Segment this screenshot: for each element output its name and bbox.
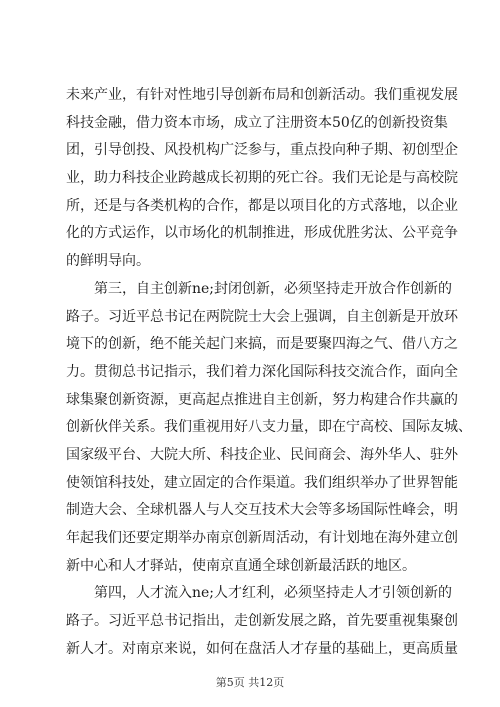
text-line: 所，还是与各类机构的合作，都是以项目化的方式落地，以企业 <box>66 197 458 214</box>
text-line: 力。贯彻总书记指示，我们着力深化国际科技交流合作，面向全 <box>66 363 458 380</box>
text-line: 使领馆科技处，建立固定的合作渠道。我们组织举办了世界智能 <box>66 474 458 491</box>
text-line: 制造大会、全球机器人与人交互技术大会等多场国际性峰会，明 <box>66 502 458 519</box>
text-line: 团，引导创投、风投机构广泛参与，重点投向种子期、初创型企 <box>66 142 458 159</box>
body-text <box>66 84 472 665</box>
text-line: 路子。习近平总书记在两院院士大会上强调，自主创新是开放环 <box>66 308 458 325</box>
text-line: 化的方式运作，以市场化的机制推进，形成优胜劣汰、公平竞争 <box>66 225 458 242</box>
text-line: 的鲜明导向。 <box>66 253 150 270</box>
page-number-footer: 第5页 共12页 <box>215 676 285 689</box>
text-line: 新人才。对南京来说，如何在盘活人才存量的基础上，更高质量 <box>66 640 458 657</box>
text-line: 球集聚创新资源，更高起点推进自主创新，努力构建合作共赢的 <box>66 391 458 408</box>
text-line: 路子。习近平总书记指出，走创新发展之路，首先要重视集聚创 <box>66 613 458 630</box>
text-line: 未来产业，有针对性地引导创新布局和创新活动。我们重视发展 <box>66 87 458 103</box>
text-line: 年起我们还要定期举办南京创新周活动，有计划地在海外建立创 <box>66 530 458 546</box>
text-line: 科技金融，借力资本市场，成立了注册资本50亿的创新投资集 <box>66 114 448 131</box>
text-line: 创新伙伴关系。我们重视用好八支力量，即在宁高校、国际友城、 <box>66 419 472 436</box>
paragraph-start-line: 第四，人才流入ne;人才红利，必须坚持走人才引领创新的 <box>94 585 453 602</box>
text-line: 境下的创新，绝不能关起门来搞，而是要聚四海之气、借八方之 <box>66 336 458 353</box>
text-line: 业，助力科技企业跨越成长初期的死亡谷。我们无论是与高校院 <box>66 170 458 187</box>
paragraph-start-line: 第三，自主创新ne;封闭创新，必须坚持走开放合作创新的 <box>94 280 453 297</box>
text-line: 新中心和人才驿站，使南京直通全球创新最活跃的地区。 <box>66 557 416 574</box>
text-line: 国家级平台、大院大所、科技企业、民间商会、海外华人、驻外 <box>66 446 458 463</box>
